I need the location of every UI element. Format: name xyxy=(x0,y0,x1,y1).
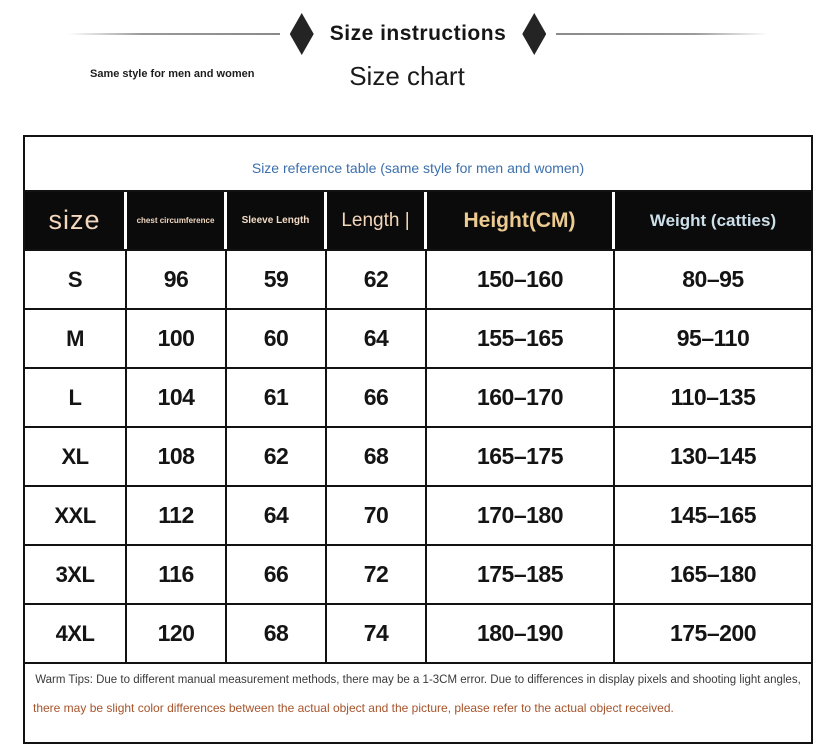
cell-weight: 130–145 xyxy=(669,443,757,469)
cell-weight: 80–95 xyxy=(682,266,744,292)
page-title: Size chart xyxy=(349,61,465,91)
cell-length: 74 xyxy=(327,605,427,662)
cell-length: 62 xyxy=(327,251,427,308)
cell-weight: 175–200 xyxy=(669,620,757,646)
cell-height: 180–190 xyxy=(427,605,615,662)
banner xyxy=(0,12,836,56)
table-caption: Size reference table (same style for men and women) xyxy=(25,137,811,192)
cell-size: XXL xyxy=(25,487,127,544)
cell-sleeve: 60 xyxy=(227,310,327,367)
cell-height: 160–170 xyxy=(427,369,615,426)
cell-length: 66 xyxy=(327,369,427,426)
cell-size: 4XL xyxy=(25,605,127,662)
diamond-icon xyxy=(522,13,546,55)
cell-sleeve: 62 xyxy=(227,428,327,485)
tagline: Same style for men and women xyxy=(90,68,255,80)
cell-height: 175–185 xyxy=(427,546,615,603)
column-header-height: Height(CM) xyxy=(427,192,615,249)
table-row xyxy=(25,605,811,664)
cell-size: XL xyxy=(25,428,127,485)
cell-chest: 96 xyxy=(127,251,227,308)
cell-chest: 100 xyxy=(127,310,227,367)
size-table xyxy=(23,135,813,744)
cell-sleeve: 61 xyxy=(227,369,327,426)
table-header-row xyxy=(25,192,811,251)
column-header-chest: chest circumference xyxy=(127,192,227,249)
cell-length: 72 xyxy=(327,546,427,603)
divider-line-right xyxy=(556,33,768,35)
diamond-icon xyxy=(290,13,314,55)
cell-height: 155–165 xyxy=(427,310,615,367)
table-row xyxy=(25,487,811,546)
cell-size: 3XL xyxy=(25,546,127,603)
cell-sleeve: 64 xyxy=(227,487,327,544)
cell-chest: 108 xyxy=(127,428,227,485)
table-row xyxy=(25,310,811,369)
cell-length: 68 xyxy=(327,428,427,485)
cell-chest: 120 xyxy=(127,605,227,662)
cell-sleeve: 66 xyxy=(227,546,327,603)
cell-chest: 112 xyxy=(127,487,227,544)
cell-weight: 110–135 xyxy=(670,384,756,410)
table-row xyxy=(25,428,811,487)
divider-line-left xyxy=(68,33,280,35)
cell-chest: 104 xyxy=(127,369,227,426)
warm-tips xyxy=(25,664,811,738)
cell-weight: 95–110 xyxy=(676,325,750,351)
cell-weight: 145–165 xyxy=(669,502,757,528)
column-header-size: size xyxy=(25,192,127,249)
cell-weight: 165–180 xyxy=(669,561,757,587)
column-header-sleeve: Sleeve Length xyxy=(227,192,327,249)
banner-title: Size instructions xyxy=(329,22,507,45)
table-row xyxy=(25,369,811,428)
cell-height: 165–175 xyxy=(427,428,615,485)
cell-chest: 116 xyxy=(127,546,227,603)
cell-size: M xyxy=(25,310,127,367)
cell-sleeve: 68 xyxy=(227,605,327,662)
warm-tips-line1: Warm Tips: Due to different manual measurement methods, there may be a 1-3CM error. Due to differences in display pixels and shooting light angles, xyxy=(35,674,801,686)
table-row xyxy=(25,546,811,605)
cell-size: L xyxy=(25,369,127,426)
cell-height: 150–160 xyxy=(427,251,615,308)
cell-height: 170–180 xyxy=(427,487,615,544)
cell-sleeve: 59 xyxy=(227,251,327,308)
cell-length: 70 xyxy=(327,487,427,544)
column-header-weight: Weight (catties) xyxy=(615,192,811,249)
cell-size: S xyxy=(25,251,127,308)
warm-tips-line2: there may be slight color differences between the actual object and the picture, please refer to the actual object received. xyxy=(33,701,674,715)
column-header-length: Length | xyxy=(327,192,427,249)
table-row xyxy=(25,251,811,310)
cell-length: 64 xyxy=(327,310,427,367)
